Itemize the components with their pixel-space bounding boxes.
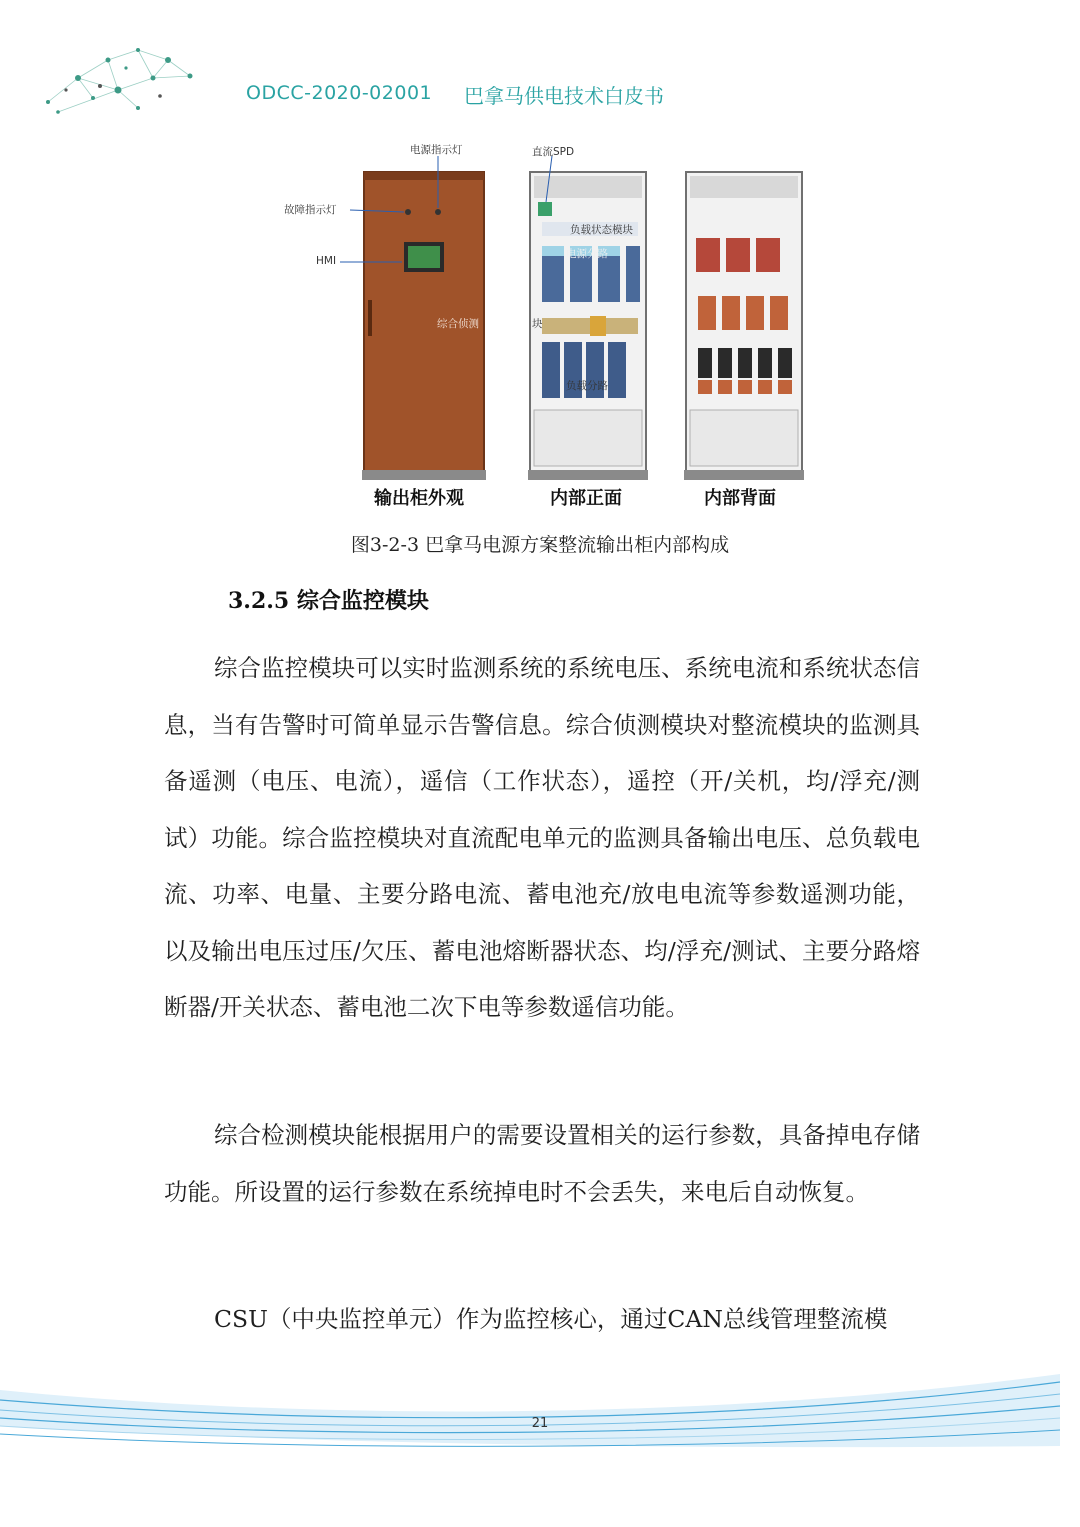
figure-caption: 图3-2-3 巴拿马电源方案整流输出柜内部构成 (350, 534, 730, 556)
footer-wave-decoration (0, 1360, 1080, 1460)
cabinet-inner-back (684, 172, 804, 480)
panel-label-inner-front: 内部正面 (550, 488, 622, 509)
cabinet-figure (280, 140, 820, 520)
body-paragraph: CSU（中央监控单元）作为监控核心，通过CAN总线管理整流模 (214, 1305, 888, 1333)
callout-hmi: HMI (316, 255, 337, 267)
callout-power-indicator: 电源指示灯 (410, 144, 463, 156)
body-paragraph: 综合检测模块能根据用户的需要设置相关的运行参数，具备掉电存储功能。所设置的运行参数在系统掉电时不会丢失，来电后自动恢复。 (164, 1121, 920, 1206)
network-logo-icon (38, 38, 198, 120)
cabinet-illustration (280, 140, 820, 520)
callout-load-status-module: 负载状态模块 (570, 224, 633, 236)
callout-power-branch: 电源分路 (566, 248, 608, 260)
callout-monitor-module-tail: 块 (532, 318, 543, 330)
document-title: 巴拿马供电技术白皮书 (464, 84, 664, 108)
body-paragraph: 综合监控模块可以实时监测系统的系统电压、系统电流和系统状态信息，当有告警时可简单显示告警信息。综合侦测模块对整流模块的监测具备遥测（电压、电流），遥信（工作状态），遥控（开/关机，均/浮充/测试）功能。综合监控模块对直流配电单元的监测具备输出电压、总负载电流、功率、电量、主要分路电流、蓄电池充/放电电流等参数遥测功能，以及输出电压过压/欠压、蓄电池熔断器状态、均/浮充/测试、主要分路熔断器/开关状态、蓄电池二次下电等参数遥信功能。 (164, 654, 920, 1021)
callout-load-branch: 负载分路 (566, 380, 608, 392)
cabinet-inner-front (528, 156, 648, 480)
panel-label-inner-back: 内部背面 (704, 488, 776, 509)
page-number: 21 (531, 1416, 549, 1431)
panel-label-exterior: 输出柜外观 (374, 488, 464, 509)
section-heading: 3.2.5 综合监控模块 (228, 588, 429, 614)
callout-dc-spd: 直流SPD (532, 146, 575, 158)
callout-monitor-module: 综合侦测 (437, 318, 479, 330)
callout-fault-indicator: 故障指示灯 (284, 204, 337, 216)
document-code: ODCC-2020-02001 (246, 82, 433, 104)
